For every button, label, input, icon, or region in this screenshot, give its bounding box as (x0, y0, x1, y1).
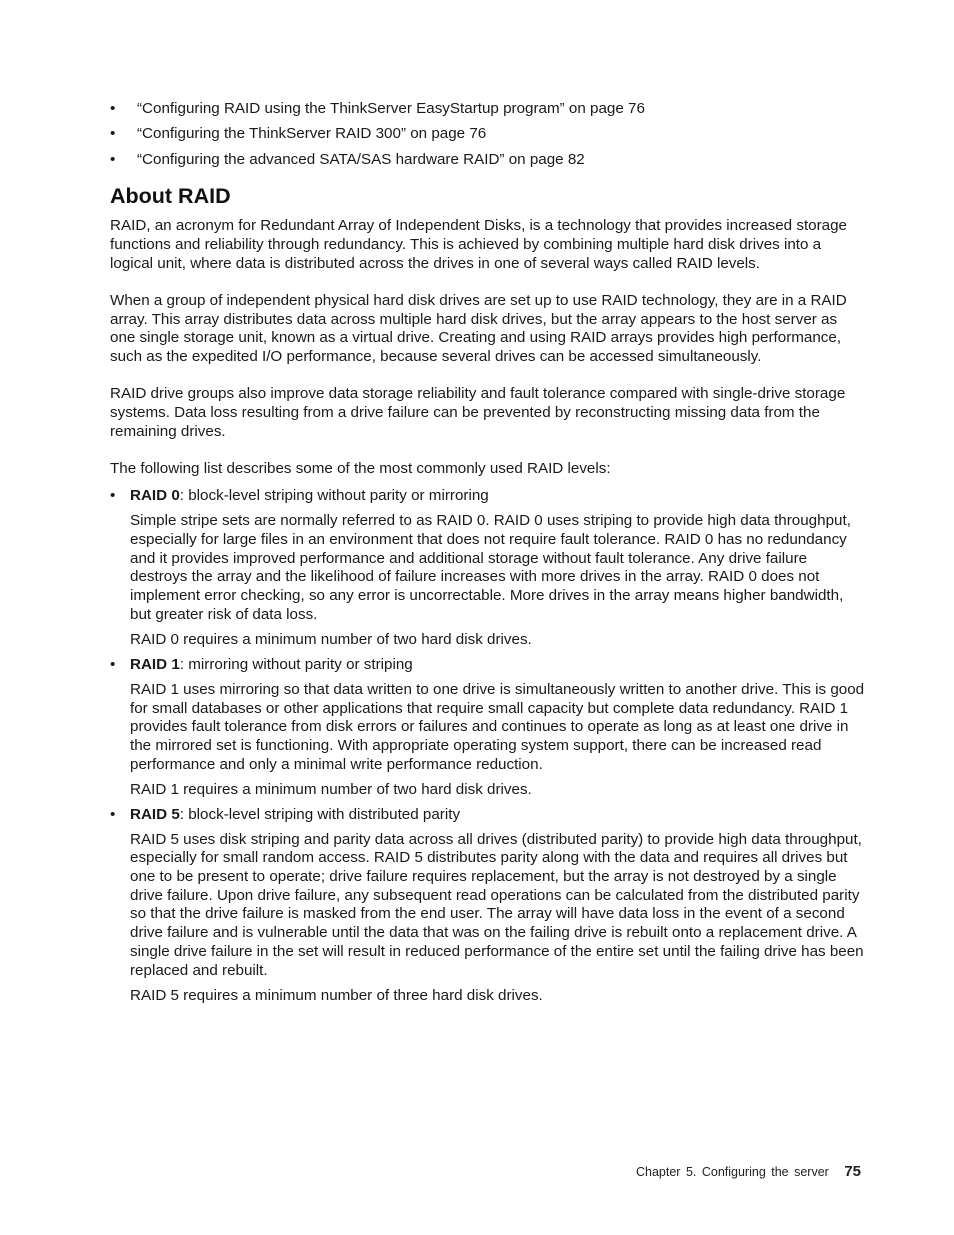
raid-level-item (110, 487, 866, 649)
raid-level-name: RAID 1 (130, 655, 180, 673)
bullet-icon: • (110, 150, 116, 168)
bullet-icon: • (110, 125, 116, 143)
cross-reference-link[interactable]: “Configuring the ThinkServer RAID 300” on page 76 (137, 125, 487, 143)
raid-level-summary: : block-level striping with distributed parity (179, 805, 461, 823)
page-footer (636, 1163, 861, 1182)
raid-level-heading (130, 487, 866, 506)
raid-level-item (110, 806, 866, 1006)
raid-level-summary: : mirroring without parity or striping (179, 655, 413, 673)
cross-reference-list (110, 100, 866, 169)
raid-level-heading (130, 806, 866, 825)
cross-reference-link[interactable]: “Configuring the advanced SATA/SAS hardware RAID” on page 82 (137, 150, 585, 168)
paragraph-list-intro: The following list describes some of the most commonly used RAID levels: (110, 460, 611, 478)
cross-reference-link[interactable]: “Configuring RAID using the ThinkServer EasyStartup program” on page 76 (137, 100, 645, 117)
cross-reference-item[interactable] (110, 151, 866, 170)
bullet-icon: • (110, 487, 116, 505)
bullet-icon: • (110, 655, 116, 673)
page-number: 75 (844, 1163, 861, 1180)
cross-reference-item[interactable] (110, 125, 866, 144)
footer-chapter: Chapter 5. Configuring the server (636, 1165, 829, 1179)
raid-level-requirement: RAID 1 requires a minimum number of two hard disk drives. (130, 780, 532, 798)
paragraph-raid-array: When a group of independent physical hard disk drives are set up to use RAID technology, they are in a RAID array. This array distributes data across multiple hard disk drives, but the array appears to the host server as one single storage unit, known as a virtual drive. Creating and using RAID arrays provides high performance, such as the expedited I/O performance, because several drives can be accessed simultaneously. (110, 292, 847, 366)
raid-level-description: Simple stripe sets are normally referred to as RAID 0. RAID 0 uses striping to provide high data throughput, especially for large files in an environment that does not require fault tolerance. RAID 0 has no redundancy and it provides improved performance and additional storage without fault tolerance. Any drive failure destroys the array and the likelihood of failure increases with more drives in the array. RAID 0 does not implement error checking, so any error is uncorrectable. More drives in the array means higher bandwidth, but greater risk of data loss. (130, 512, 851, 623)
raid-level-description: RAID 1 uses mirroring so that data written to one drive is simultaneously written to another drive. This is good for small databases or other applications that require small capacity but complete data redundancy. RAID 1 provides fault tolerance from disk errors or failures and continues to operate as long as at least one drive in the mirrored set is functioning. With appropriate operating system support, there can be increased read performance and only a minimal write performance reduction. (130, 680, 865, 773)
raid-level-summary: : block-level striping without parity or mirroring (179, 487, 489, 505)
paragraph-intro: RAID, an acronym for Redundant Array of Independent Disks, is a technology that provides increased storage functions and reliability through redundancy. This is achieved by combining multiple hard disk drives into a logical unit, where data is distributed across the drives in one of several ways called RAID levels. (110, 217, 848, 272)
cross-reference-item[interactable] (110, 100, 866, 119)
bullet-icon: • (110, 100, 116, 117)
raid-level-heading (130, 656, 866, 675)
paragraph-reliability: RAID drive groups also improve data storage reliability and fault tolerance compared with single-drive storage systems. Data loss resulting from a drive failure can be prevented by reconstructing missing data from the remaining drives. (110, 385, 846, 440)
raid-level-requirement: RAID 5 requires a minimum number of three hard disk drives. (130, 986, 543, 1004)
bullet-icon: • (110, 805, 116, 823)
raid-level-description: RAID 5 uses disk striping and parity data across all drives (distributed parity) to provide high data throughput, especially for small random access. RAID 5 distributes parity along with the data and requires all drives but one to be present to operate; drive failure requires replacement, but the array is not destroyed by a single drive failure. Upon drive failure, any subsequent read operations can be calculated from the distributed parity so that the drive failure is masked from the end user. The array will have data loss in the event of a second drive failure and is vulnerable until the data that was on the failing drive is rebuilt onto a replacement drive. A single drive failure in the set will result in reduced performance of the entire set until the failing drive has been replaced and rebuilt. (130, 830, 864, 979)
raid-level-item (110, 656, 866, 800)
raid-level-requirement: RAID 0 requires a minimum number of two hard disk drives. (130, 630, 532, 648)
raid-level-list (110, 487, 866, 1005)
raid-level-name: RAID 0 (130, 487, 180, 505)
page-content (110, 100, 866, 1012)
raid-level-name: RAID 5 (130, 805, 180, 823)
section-title: About RAID (110, 184, 231, 209)
